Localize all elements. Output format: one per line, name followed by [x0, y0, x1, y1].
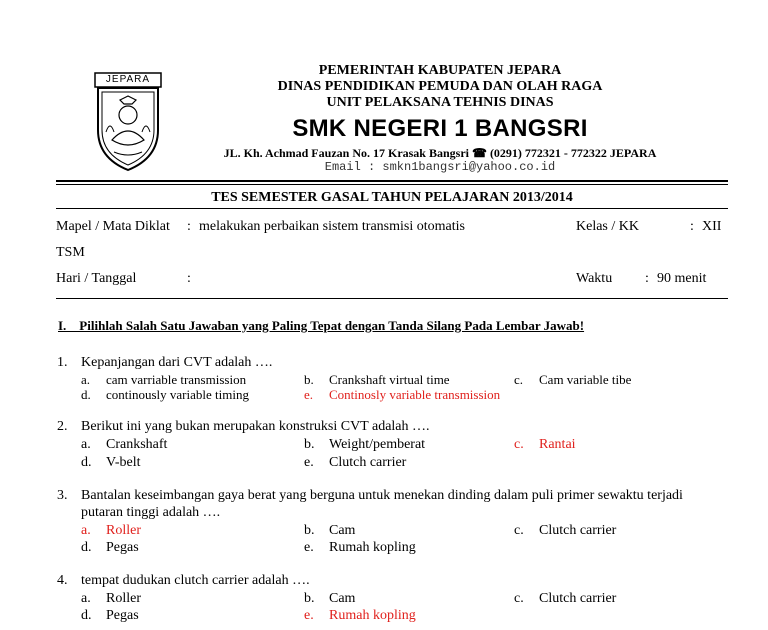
- header-rule-thick: [56, 180, 728, 182]
- kelas-label: Kelas / KK: [576, 219, 639, 234]
- header-line1: PEMERINTAH KABUPATEN JEPARA: [318, 63, 562, 78]
- info-rule: [56, 298, 728, 299]
- question-number: 1.: [57, 355, 68, 370]
- kabupaten-jepara-logo: [92, 70, 164, 172]
- waktu-label: Waktu: [576, 271, 613, 286]
- kelas-value: XII: [702, 219, 722, 234]
- question-text-continued: putaran tinggi adalah ….: [81, 505, 221, 520]
- mapel-label: Mapel / Mata Diklat: [56, 219, 170, 234]
- option-d: d. Pegas: [81, 608, 139, 623]
- option-c: c. Clutch carrier: [514, 591, 617, 606]
- option-b: b. Cam: [304, 591, 356, 606]
- school-name: SMK NEGERI 1 BANGSRI: [292, 115, 588, 142]
- section-instruction: I. Pilihlah Salah Satu Jawaban yang Paling Tepat dengan Tanda Silang Pada Lembar Jawab!: [58, 318, 585, 333]
- mapel-sep: :: [187, 219, 191, 234]
- header-line2: DINAS PENDIDIKAN PEMUDA DAN OLAH RAGA: [277, 79, 603, 94]
- school-email: Email : smkn1bangsri@yahoo.co.id: [324, 160, 556, 174]
- question-number: 2.: [57, 419, 68, 434]
- option-e: e. Clutch carrier: [304, 455, 407, 470]
- exam-title: TES SEMESTER GASAL TAHUN PELAJARAN 2013/2014: [211, 190, 573, 205]
- question-number: 3.: [57, 488, 68, 503]
- title-rule: [56, 208, 728, 209]
- kelas-sep: :: [690, 219, 694, 234]
- option-c-answer: c. Rantai: [514, 437, 576, 452]
- waktu-value: 90 menit: [657, 271, 707, 286]
- option-a: a. Crankshaft: [81, 437, 168, 452]
- kelas-tsm: TSM: [56, 245, 85, 260]
- option-e-answer: e. Continosly variable transmission: [304, 387, 501, 402]
- question-text: tempat dudukan clutch carrier adalah ….: [81, 573, 310, 588]
- option-e: e. Rumah kopling: [304, 540, 416, 555]
- option-a: a. Roller: [81, 591, 141, 606]
- header-line3: UNIT PELAKSANA TEHNIS DINAS: [326, 95, 554, 110]
- option-d: d. Pegas: [81, 540, 139, 555]
- mapel-value: melakukan perbaikan sistem transmisi otomatis: [199, 219, 465, 234]
- question-text: Berikut ini yang bukan merupakan konstruksi CVT adalah ….: [81, 419, 430, 434]
- logo-text: JEPARA: [105, 74, 151, 85]
- hari-sep: :: [187, 271, 191, 286]
- option-a-answer: a. Roller: [81, 523, 141, 538]
- option-c: c. Cam variable tibe: [514, 372, 632, 387]
- question-number: 4.: [57, 573, 68, 588]
- option-e-answer: e. Rumah kopling: [304, 608, 416, 623]
- option-b: b. Weight/pemberat: [304, 437, 426, 452]
- question-text: Kepanjangan dari CVT adalah ….: [81, 355, 273, 370]
- option-d: d. V-belt: [81, 455, 141, 470]
- waktu-sep: :: [645, 271, 649, 286]
- option-b: b. Crankshaft virtual time: [304, 372, 450, 387]
- option-d: d. continously variable timing: [81, 387, 249, 402]
- option-a: a. cam varriable transmission: [81, 372, 247, 387]
- hari-label: Hari / Tanggal: [56, 271, 137, 286]
- option-b: b. Cam: [304, 523, 356, 538]
- question-text: Bantalan keseimbangan gaya berat yang berguna untuk menekan dinding dalam puli primer sewaktu terjadi: [81, 488, 683, 503]
- header-rule-thin: [56, 184, 728, 185]
- option-c: c. Clutch carrier: [514, 523, 617, 538]
- school-address: JL. Kh. Achmad Fauzan No. 17 Krasak Bangsri ☎ (0291) 772321 - 772322 JEPARA: [223, 146, 657, 160]
